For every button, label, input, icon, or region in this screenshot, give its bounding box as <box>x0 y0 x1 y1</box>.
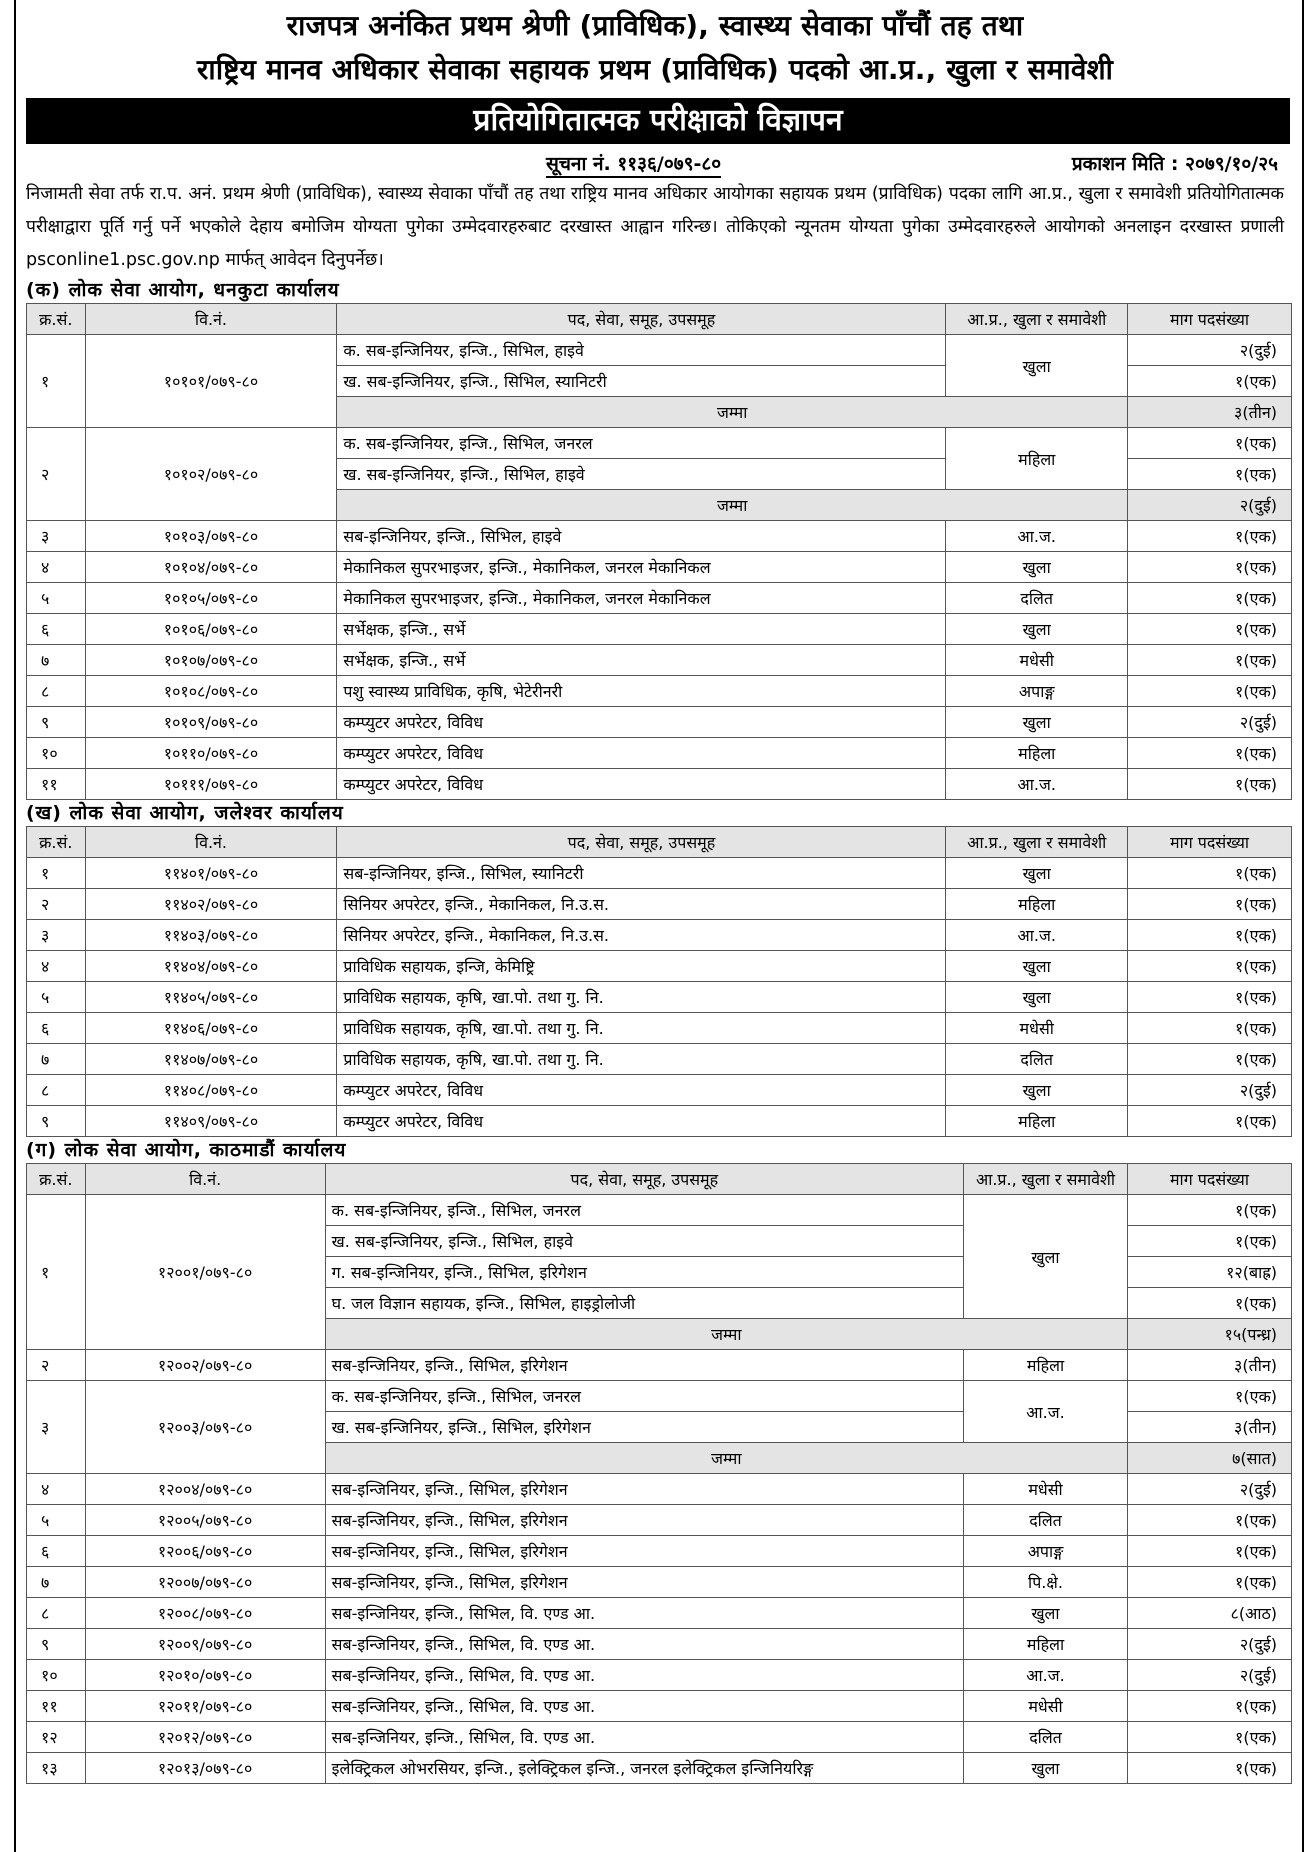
serial-number: ८ <box>27 676 86 707</box>
post-title: सिनियर अपरेटर, इन्जि., मेकानिकल, नि.उ.स. <box>337 920 946 951</box>
table-row <box>27 521 1292 552</box>
advertisement-number: ११४०३/०७९-८० <box>85 920 337 951</box>
column-header: क्र.सं. <box>27 304 86 335</box>
advertisement-number: १२००३/०७९-८० <box>85 1381 325 1474</box>
post-count: ३(तीन) <box>1127 1350 1291 1381</box>
table-row <box>27 1567 1292 1598</box>
advertisement-banner: प्रतियोगितात्मक परीक्षाको विज्ञापन <box>26 98 1290 144</box>
table-row <box>27 707 1292 738</box>
post-count: २(दुई) <box>1127 1629 1291 1660</box>
post-title: सब-इन्जिनियर, इन्जि., सिभिल, वि. एण्ड आ. <box>325 1629 963 1660</box>
table-row <box>27 614 1292 645</box>
post-count: १(एक) <box>1127 1753 1291 1784</box>
table-row <box>27 1350 1292 1381</box>
post-count: १(एक) <box>1127 1691 1291 1722</box>
post-count: १(एक) <box>1128 366 1292 397</box>
post-title: सब-इन्जिनियर, इन्जि., सिभिल, इरिगेशन <box>325 1567 963 1598</box>
serial-number: ५ <box>27 1505 86 1536</box>
serial-number: ८ <box>27 1075 86 1106</box>
post-title: सर्भेक्षक, इन्जि., सर्भे <box>337 614 946 645</box>
post-title: सिनियर अपरेटर, इन्जि., मेकानिकल, नि.उ.स. <box>337 889 946 920</box>
post-title: क. सब-इन्जिनियर, इन्जि., सिभिल, जनरल <box>325 1381 963 1412</box>
post-title: प्राविधिक सहायक, कृषि, खा.पो. तथा गु. नि. <box>337 1044 946 1075</box>
table-row <box>27 1536 1292 1567</box>
post-title: प्राविधिक सहायक, इन्जि, केमिष्ट्रि <box>337 951 946 982</box>
table-row <box>27 1044 1292 1075</box>
post-count: १(एक) <box>1127 1567 1291 1598</box>
post-count: १(एक) <box>1128 428 1292 459</box>
table-header-row <box>27 827 1292 858</box>
post-title: कम्प्युटर अपरेटर, विविध <box>337 707 946 738</box>
category: खुला <box>946 707 1128 738</box>
column-header: आ.प्र., खुला र समावेशी <box>946 827 1128 858</box>
table-row <box>27 1013 1292 1044</box>
post-count: १(एक) <box>1128 982 1292 1013</box>
column-header: पद, सेवा, समूह, उपसमूह <box>337 827 946 858</box>
post-title: कम्प्युटर अपरेटर, विविध <box>337 1106 946 1137</box>
advertisement-number: ११४०८/०७९-८० <box>85 1075 337 1106</box>
column-header: वि.नं. <box>85 827 337 858</box>
title-line-2: राष्ट्रिय मानव अधिकार सेवाका सहायक प्रथम (प्राविधिक) पदको आ.प्र., खुला र समावेशी <box>196 53 1114 86</box>
post-title: घ. जल विज्ञान सहायक, इन्जि., सिभिल, हाइड्रोलोजी <box>325 1288 963 1319</box>
post-count: २(दुई) <box>1128 1075 1292 1106</box>
table-row <box>27 982 1292 1013</box>
post-count: १(एक) <box>1128 1013 1292 1044</box>
advertisement-number: १२००५/०७९-८० <box>85 1505 325 1536</box>
serial-number: ३ <box>27 920 86 951</box>
serial-number: ४ <box>27 1474 86 1505</box>
post-count: ३(तीन) <box>1127 1412 1291 1443</box>
category: आ.ज. <box>946 521 1128 552</box>
category: खुला <box>946 1075 1128 1106</box>
table-row <box>27 1474 1292 1505</box>
serial-number: ६ <box>27 1013 86 1044</box>
serial-number: ७ <box>27 1044 86 1075</box>
table-row <box>27 1106 1292 1137</box>
post-title: मेकानिकल सुपरभाइजर, इन्जि., मेकानिकल, जनरल मेकानिकल <box>337 583 946 614</box>
category: मधेसी <box>946 1013 1128 1044</box>
category: मधेसी <box>964 1474 1128 1505</box>
advertisement-number: ११४०७/०७९-८० <box>85 1044 337 1075</box>
section-heading: (ग) लोक सेवा आयोग, काठमाडौं कार्यालय <box>26 1139 347 1161</box>
post-count: २(दुई) <box>1128 335 1292 366</box>
serial-number: ४ <box>27 552 86 583</box>
category: खुला <box>964 1753 1128 1784</box>
serial-number: ५ <box>27 982 86 1013</box>
post-title: प्राविधिक सहायक, कृषि, खा.पो. तथा गु. नि. <box>337 1013 946 1044</box>
serial-number: ५ <box>27 583 86 614</box>
table-row <box>27 1195 1292 1226</box>
advertisement-number: १०१०५/०७९-८० <box>85 583 337 614</box>
post-count: २(दुई) <box>1127 1474 1291 1505</box>
advertisement-number: १०१०६/०७९-८० <box>85 614 337 645</box>
category: खुला <box>964 1598 1128 1629</box>
category: महिला <box>946 1106 1128 1137</box>
advertisement-number: ११४०६/०७९-८० <box>85 1013 337 1044</box>
serial-number: ११ <box>27 769 86 800</box>
column-header: माग पदसंख्या <box>1128 304 1292 335</box>
column-header: वि.नं. <box>85 1164 325 1195</box>
advertisement-number: १०१०२/०७९-८० <box>85 428 337 521</box>
post-title: सब-इन्जिनियर, इन्जि., सिभिल, इरिगेशन <box>325 1474 963 1505</box>
serial-number: ३ <box>27 1381 86 1474</box>
total-label: जम्मा <box>325 1319 1127 1350</box>
advertisement-number: ११४०२/०७९-८० <box>85 889 337 920</box>
category: खुला <box>946 614 1128 645</box>
advertisement-number: १०१०८/०७९-८० <box>85 676 337 707</box>
advertisement-number: १२००८/०७९-८० <box>85 1598 325 1629</box>
post-count: १(एक) <box>1128 645 1292 676</box>
serial-number: ८ <box>27 1598 86 1629</box>
table-row <box>27 645 1292 676</box>
post-title: सब-इन्जिनियर, इन्जि., सिभिल, हाइवे <box>337 521 946 552</box>
advertisement-number: १०१०४/०७९-८० <box>85 552 337 583</box>
category: खुला <box>946 858 1128 889</box>
post-title: प्राविधिक सहायक, कृषि, खा.पो. तथा गु. नि. <box>337 982 946 1013</box>
column-header: माग पदसंख्या <box>1127 1164 1291 1195</box>
table-row <box>27 1722 1292 1753</box>
total-label: जम्मा <box>337 397 1128 428</box>
serial-number: १० <box>27 1660 86 1691</box>
category: आ.ज. <box>946 769 1128 800</box>
post-title: सब-इन्जिनियर, इन्जि., सिभिल, वि. एण्ड आ. <box>325 1598 963 1629</box>
post-count: १(एक) <box>1128 614 1292 645</box>
serial-number: २ <box>27 428 86 521</box>
column-header: आ.प्र., खुला र समावेशी <box>946 304 1128 335</box>
post-count: १(एक) <box>1127 1288 1291 1319</box>
table-row <box>27 1691 1292 1722</box>
serial-number: ६ <box>27 614 86 645</box>
post-title: कम्प्युटर अपरेटर, विविध <box>337 738 946 769</box>
serial-number: २ <box>27 889 86 920</box>
serial-number: ४ <box>27 951 86 982</box>
advertisement-number: १०१०९/०७९-८० <box>85 707 337 738</box>
table-row <box>27 1753 1292 1784</box>
post-title: कम्प्युटर अपरेटर, विविध <box>337 1075 946 1106</box>
post-count: १२(बाह्र) <box>1127 1257 1291 1288</box>
table-row <box>27 920 1292 951</box>
advertisement-number: १२०१०/०७९-८० <box>85 1660 325 1691</box>
post-title: मेकानिकल सुपरभाइजर, इन्जि., मेकानिकल, जनरल मेकानिकल <box>337 552 946 583</box>
serial-number: ७ <box>27 1567 86 1598</box>
post-title: पशु स्वास्थ्य प्राविधिक, कृषि, भेटेरीनरी <box>337 676 946 707</box>
post-count: १(एक) <box>1128 920 1292 951</box>
category: खुला <box>946 552 1128 583</box>
serial-number: ९ <box>27 707 86 738</box>
category: महिला <box>964 1350 1128 1381</box>
advertisement-number: १२००४/०७९-८० <box>85 1474 325 1505</box>
serial-number: १ <box>27 1195 86 1350</box>
table-row <box>27 769 1292 800</box>
table-row <box>27 1598 1292 1629</box>
post-title: क. सब-इन्जिनियर, इन्जि., सिभिल, जनरल <box>337 428 946 459</box>
table-row <box>27 583 1292 614</box>
advertisement-number: १२०१२/०७९-८० <box>85 1722 325 1753</box>
post-title: ख. सब-इन्जिनियर, इन्जि., सिभिल, स्यानिटरी <box>337 366 946 397</box>
advertisement-number: १२००७/०७९-८० <box>85 1567 325 1598</box>
table-row <box>27 1075 1292 1106</box>
table-row <box>27 676 1292 707</box>
column-header: क्र.सं. <box>27 1164 86 1195</box>
table-row <box>27 552 1292 583</box>
post-count: १(एक) <box>1128 1044 1292 1075</box>
publish-date: प्रकाशन मिति : २०७९/१०/२५ <box>1071 153 1278 175</box>
section-table <box>26 303 1292 800</box>
category: आ.ज. <box>964 1660 1128 1691</box>
post-count: १(एक) <box>1128 521 1292 552</box>
post-count: १(एक) <box>1128 459 1292 490</box>
section-table <box>26 1163 1292 1784</box>
post-title: सब-इन्जिनियर, इन्जि., सिभिल, इरिगेशन <box>325 1350 963 1381</box>
post-count: १(एक) <box>1128 1106 1292 1137</box>
post-count: १(एक) <box>1127 1195 1291 1226</box>
sections-container <box>26 277 1304 1784</box>
serial-number: ९ <box>27 1629 86 1660</box>
post-title: क. सब-इन्जिनियर, इन्जि., सिभिल, जनरल <box>325 1195 963 1226</box>
post-title: ख. सब-इन्जिनियर, इन्जि., सिभिल, इरिगेशन <box>325 1412 963 1443</box>
advertisement-number: १२००९/०७९-८० <box>85 1629 325 1660</box>
advertisement-number: १२०१३/०७९-८० <box>85 1753 325 1784</box>
serial-number: ६ <box>27 1536 86 1567</box>
category: अपाङ्ग <box>946 676 1128 707</box>
serial-number: १३ <box>27 1753 86 1784</box>
table-row <box>27 1629 1292 1660</box>
post-title: इलेक्ट्रिकल ओभरसियर, इन्जि., इलेक्ट्रिकल इन्जि., जनरल इलेक्ट्रिकल इन्जिनियरिङ्ग <box>325 1753 963 1784</box>
advertisement-number: ११४०४/०७९-८० <box>85 951 337 982</box>
post-count: १(एक) <box>1128 738 1292 769</box>
category: दलित <box>946 1044 1128 1075</box>
table-header-row <box>27 304 1292 335</box>
table-row <box>27 335 1292 366</box>
category: महिला <box>964 1629 1128 1660</box>
serial-number: १ <box>27 335 86 428</box>
table-row <box>27 428 1292 459</box>
advertisement-number: ११४०१/०७९-८० <box>85 858 337 889</box>
category: महिला <box>946 428 1128 490</box>
post-count: १(एक) <box>1128 676 1292 707</box>
category: पि.क्षे. <box>964 1567 1128 1598</box>
advertisement-number: १२००६/०७९-८० <box>85 1536 325 1567</box>
table-row <box>27 951 1292 982</box>
column-header: पद, सेवा, समूह, उपसमूह <box>337 304 946 335</box>
post-count: १(एक) <box>1127 1381 1291 1412</box>
post-title: सब-इन्जिनियर, इन्जि., सिभिल, वि. एण्ड आ. <box>325 1660 963 1691</box>
post-title: ख. सब-इन्जिनियर, इन्जि., सिभिल, हाइवे <box>337 459 946 490</box>
post-count: १(एक) <box>1127 1536 1291 1567</box>
advertisement-number: १०१११/०७९-८० <box>85 769 337 800</box>
post-count: १(एक) <box>1128 951 1292 982</box>
total-label: जम्मा <box>325 1443 1127 1474</box>
post-title: सब-इन्जिनियर, इन्जि., सिभिल, स्यानिटरी <box>337 858 946 889</box>
post-count: १(एक) <box>1128 552 1292 583</box>
category: अपाङ्ग <box>964 1536 1128 1567</box>
category: महिला <box>946 738 1128 769</box>
notice-number: सूचना नं. ११३६/०७९-८० <box>546 150 721 178</box>
table-row <box>27 858 1292 889</box>
category: मधेसी <box>964 1691 1128 1722</box>
post-title: सब-इन्जिनियर, इन्जि., सिभिल, वि. एण्ड आ. <box>325 1691 963 1722</box>
column-header: क्र.सं. <box>27 827 86 858</box>
advertisement-number: १२००२/०७९-८० <box>85 1350 325 1381</box>
post-title: सर्भेक्षक, इन्जि., सर्भे <box>337 645 946 676</box>
post-count: १(एक) <box>1127 1722 1291 1753</box>
post-title: क. सब-इन्जिनियर, इन्जि., सिभिल, हाइवे <box>337 335 946 366</box>
advertisement-number: १२०११/०७९-८० <box>85 1691 325 1722</box>
post-title: सब-इन्जिनियर, इन्जि., सिभिल, वि. एण्ड आ. <box>325 1722 963 1753</box>
post-title: सब-इन्जिनियर, इन्जि., सिभिल, इरिगेशन <box>325 1536 963 1567</box>
category: मधेसी <box>946 645 1128 676</box>
table-header-row <box>27 1164 1292 1195</box>
serial-number: २ <box>27 1350 86 1381</box>
post-count: १(एक) <box>1128 583 1292 614</box>
section-table <box>26 826 1292 1137</box>
category: खुला <box>946 335 1128 397</box>
advertisement-number: १०१०१/०७९-८० <box>85 335 337 428</box>
advertisement-number: १०११०/०७९-८० <box>85 738 337 769</box>
post-count: १(एक) <box>1128 889 1292 920</box>
serial-number: ११ <box>27 1691 86 1722</box>
category: खुला <box>946 982 1128 1013</box>
post-count: ८(आठ) <box>1127 1598 1291 1629</box>
post-title: कम्प्युटर अपरेटर, विविध <box>337 769 946 800</box>
post-count: १(एक) <box>1128 858 1292 889</box>
serial-number: ३ <box>27 521 86 552</box>
table-row <box>27 1381 1292 1412</box>
column-header: माग पदसंख्या <box>1128 827 1292 858</box>
post-count: १(एक) <box>1128 769 1292 800</box>
post-title: सब-इन्जिनियर, इन्जि., सिभिल, इरिगेशन <box>325 1505 963 1536</box>
table-row <box>27 1660 1292 1691</box>
advertisement-number: ११४०५/०७९-८० <box>85 982 337 1013</box>
total-label: जम्मा <box>337 490 1128 521</box>
advertisement-number: ११४०९/०७९-८० <box>85 1106 337 1137</box>
section-heading: (क) लोक सेवा आयोग, धनकुटा कार्यालय <box>26 279 340 301</box>
section-heading: (ख) लोक सेवा आयोग, जलेश्वर कार्यालय <box>26 802 344 824</box>
post-count: २(दुई) <box>1127 1660 1291 1691</box>
total-count: १५(पन्ध्र) <box>1127 1319 1291 1350</box>
post-count: १(एक) <box>1127 1226 1291 1257</box>
post-count: २(दुई) <box>1128 707 1292 738</box>
category: खुला <box>946 951 1128 982</box>
post-title: ख. सब-इन्जिनियर, इन्जि., सिभिल, हाइवे <box>325 1226 963 1257</box>
category: आ.ज. <box>946 920 1128 951</box>
serial-number: ९ <box>27 1106 86 1137</box>
serial-number: १ <box>27 858 86 889</box>
category: आ.ज. <box>964 1381 1128 1443</box>
post-count: १(एक) <box>1127 1505 1291 1536</box>
advertisement-number: १०१०३/०७९-८० <box>85 521 337 552</box>
total-count: ३(तीन) <box>1128 397 1292 428</box>
serial-number: १२ <box>27 1722 86 1753</box>
title-line-1: राजपत्र अनंकित प्रथम श्रेणी (प्राविधिक), स्वास्थ्य सेवाका पाँचौं तह तथा <box>286 9 1024 42</box>
total-count: २(दुई) <box>1128 490 1292 521</box>
serial-number: १० <box>27 738 86 769</box>
column-header: पद, सेवा, समूह, उपसमूह <box>325 1164 963 1195</box>
serial-number: ७ <box>27 645 86 676</box>
category: महिला <box>946 889 1128 920</box>
total-count: ७(सात) <box>1127 1443 1291 1474</box>
notice-info-line <box>26 144 1304 178</box>
table-row <box>27 889 1292 920</box>
category: दलित <box>964 1505 1128 1536</box>
category: दलित <box>964 1722 1128 1753</box>
advertisement-number: १२००१/०७९-८० <box>85 1195 325 1350</box>
table-row <box>27 738 1292 769</box>
advertisement-number: १०१०७/०७९-८० <box>85 645 337 676</box>
category: दलित <box>946 583 1128 614</box>
category: खुला <box>964 1195 1128 1319</box>
post-title: ग. सब-इन्जिनियर, इन्जि., सिभिल, इरिगेशन <box>325 1257 963 1288</box>
intro-paragraph: निजामती सेवा तर्फ रा.प. अनं. प्रथम श्रेणी (प्राविधिक), स्वास्थ्य सेवाका पाँचौं तह तथा राष्ट्रिय मानव अधिकार आयोगका सहायक प्रथम (प्राविधिक) पदका लागि आ.प्र., खुला र समावेशी प्रतियोगितात्मक परीक्षाद्वारा पूर्ति गर्नु पर्ने भएकोले देहाय बमोजिम योग्यता पुगेका उम्मेदवारहरुबाट दरखास्त आह्वान गरिन्छ। तोकिएको न्यूनतम योग्यता पुगेका उम्मेदवारहरुले आयोगको अनलाइन दरखास्त प्रणाली psconline1.psc.gov.np मार्फत् आवेदन दिनुपर्नेछ। <box>26 184 1284 270</box>
column-header: आ.प्र., खुला र समावेशी <box>964 1164 1128 1195</box>
table-row <box>27 1505 1292 1536</box>
column-header: वि.नं. <box>85 304 337 335</box>
